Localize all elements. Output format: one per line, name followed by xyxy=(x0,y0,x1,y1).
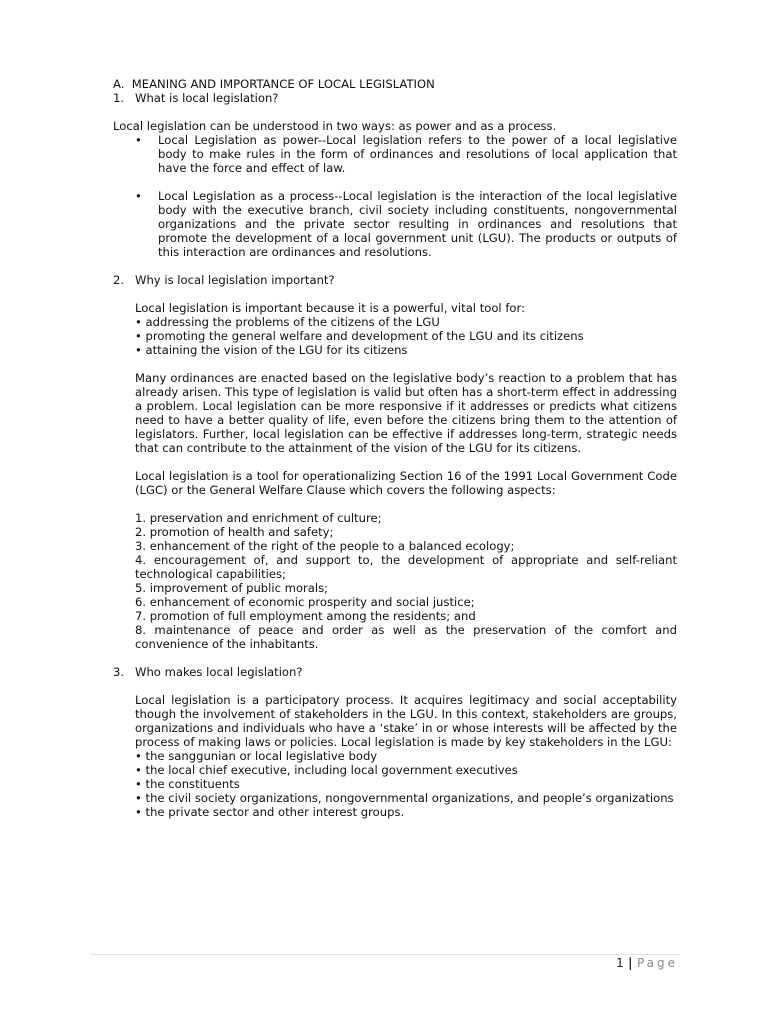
footer-divider xyxy=(90,954,680,955)
importance-intro: Local legislation is important because it is a powerful, vital tool for: xyxy=(135,301,525,315)
aspect-item: 5. improvement of public morals; xyxy=(135,581,329,595)
stakeholder-item: • the private sector and other interest groups. xyxy=(135,805,405,819)
definition-bullet-text: Local Legislation as power--Local legislation refers to the power of a local legislative body to make rules in the form of ordinances and resolutions of local application that have the force and effect of law. xyxy=(158,133,677,175)
page-label: Page xyxy=(636,956,678,970)
aspect-item: 2. promotion of health and safety; xyxy=(135,525,334,539)
question-3-text: Who makes local legislation? xyxy=(135,665,303,679)
stakeholder-item: • the local chief executive, including local government executives xyxy=(135,763,518,777)
aspect-item: 7. promotion of full employment among the residents; and xyxy=(135,609,476,623)
section-heading: A. MEANING AND IMPORTANCE OF LOCAL LEGISLATION xyxy=(113,77,435,91)
stakeholder-item: • the civil society organizations, nongovernmental organizations, and people’s organizations xyxy=(135,791,674,805)
question-1-text: What is local legislation? xyxy=(135,91,279,105)
question-1 xyxy=(113,91,677,105)
answer-2 xyxy=(113,301,677,651)
aspect-item: 1. preservation and enrichment of culture; xyxy=(135,511,382,525)
aspect-item: 3. enhancement of the right of the people to a balanced ecology; xyxy=(135,539,515,553)
stakeholder-item: • the constituents xyxy=(135,777,240,791)
aspect-item: 6. enhancement of economic prosperity and social justice; xyxy=(135,595,475,609)
footer-separator: | xyxy=(628,956,633,970)
importance-item: • promoting the general welfare and development of the LGU and its citizens xyxy=(135,329,584,343)
question-3-number: 3. xyxy=(113,665,125,679)
definition-bullet-text: Local Legislation as a process--Local legislation is the interaction of the local legislative body with the executive branch, civil society including constituents, nongovernmental organizations and the private sector resulting in ordinances and resolutions that promote the development of a local government unit (LGU). The products or outputs of this interaction are ordinances and resolutions. xyxy=(158,189,677,259)
question-1-number: 1. xyxy=(113,91,125,105)
tool-paragraph: Local legislation is a tool for operationalizing Section 16 of the 1991 Local Government Code (LGC) or the General Welfare Clause which covers the following aspects: xyxy=(135,469,677,497)
intro-paragraph: Local legislation can be understood in two ways: as power and as a process. xyxy=(113,119,557,133)
stakeholder-item: • the sanggunian or local legislative body xyxy=(135,749,378,763)
bullet-icon: • xyxy=(135,189,142,203)
aspect-item: 8. maintenance of peace and order as well as the preservation of the comfort and convenience of the inhabitants. xyxy=(135,623,677,651)
participatory-paragraph: Local legislation is a participatory process. It acquires legitimacy and social acceptability though the involvement of stakeholders in the LGU. In this context, stakeholders are groups, organizations and individuals who have a ‘stake’ in or whose interests will be affected by the process of making laws or policies. Local legislation is made by key stakeholders in the LGU: xyxy=(135,693,677,749)
page-number: 1 xyxy=(616,956,624,970)
question-2-text: Why is local legislation important? xyxy=(135,273,335,287)
answer-3 xyxy=(113,693,677,819)
definition-bullet xyxy=(113,133,677,175)
question-3 xyxy=(113,665,677,679)
aspect-item: 4. encouragement of, and support to, the development of appropriate and self-reliant technological capabilities; xyxy=(135,553,677,581)
page-footer xyxy=(616,956,678,970)
importance-item: • addressing the problems of the citizens of the LGU xyxy=(135,315,440,329)
bullet-icon: • xyxy=(135,133,142,147)
document-page xyxy=(113,77,677,819)
definition-bullet xyxy=(113,189,677,259)
question-2-number: 2. xyxy=(113,273,125,287)
importance-item: • attaining the vision of the LGU for its citizens xyxy=(135,343,408,357)
question-2 xyxy=(113,273,677,287)
ordinances-paragraph: Many ordinances are enacted based on the legislative body’s reaction to a problem that has already arisen. This type of legislation is valid but often has a short-term effect in addressing a problem. Local legislation can be more responsive if it addresses or predicts what citizens need to have a better quality of life, even before the citizens bring them to the attention of legislators. Further, local legislation can be effective if addresses long-term, strategic needs that can contribute to the attainment of the vision of the LGU for its citizens. xyxy=(135,371,677,455)
